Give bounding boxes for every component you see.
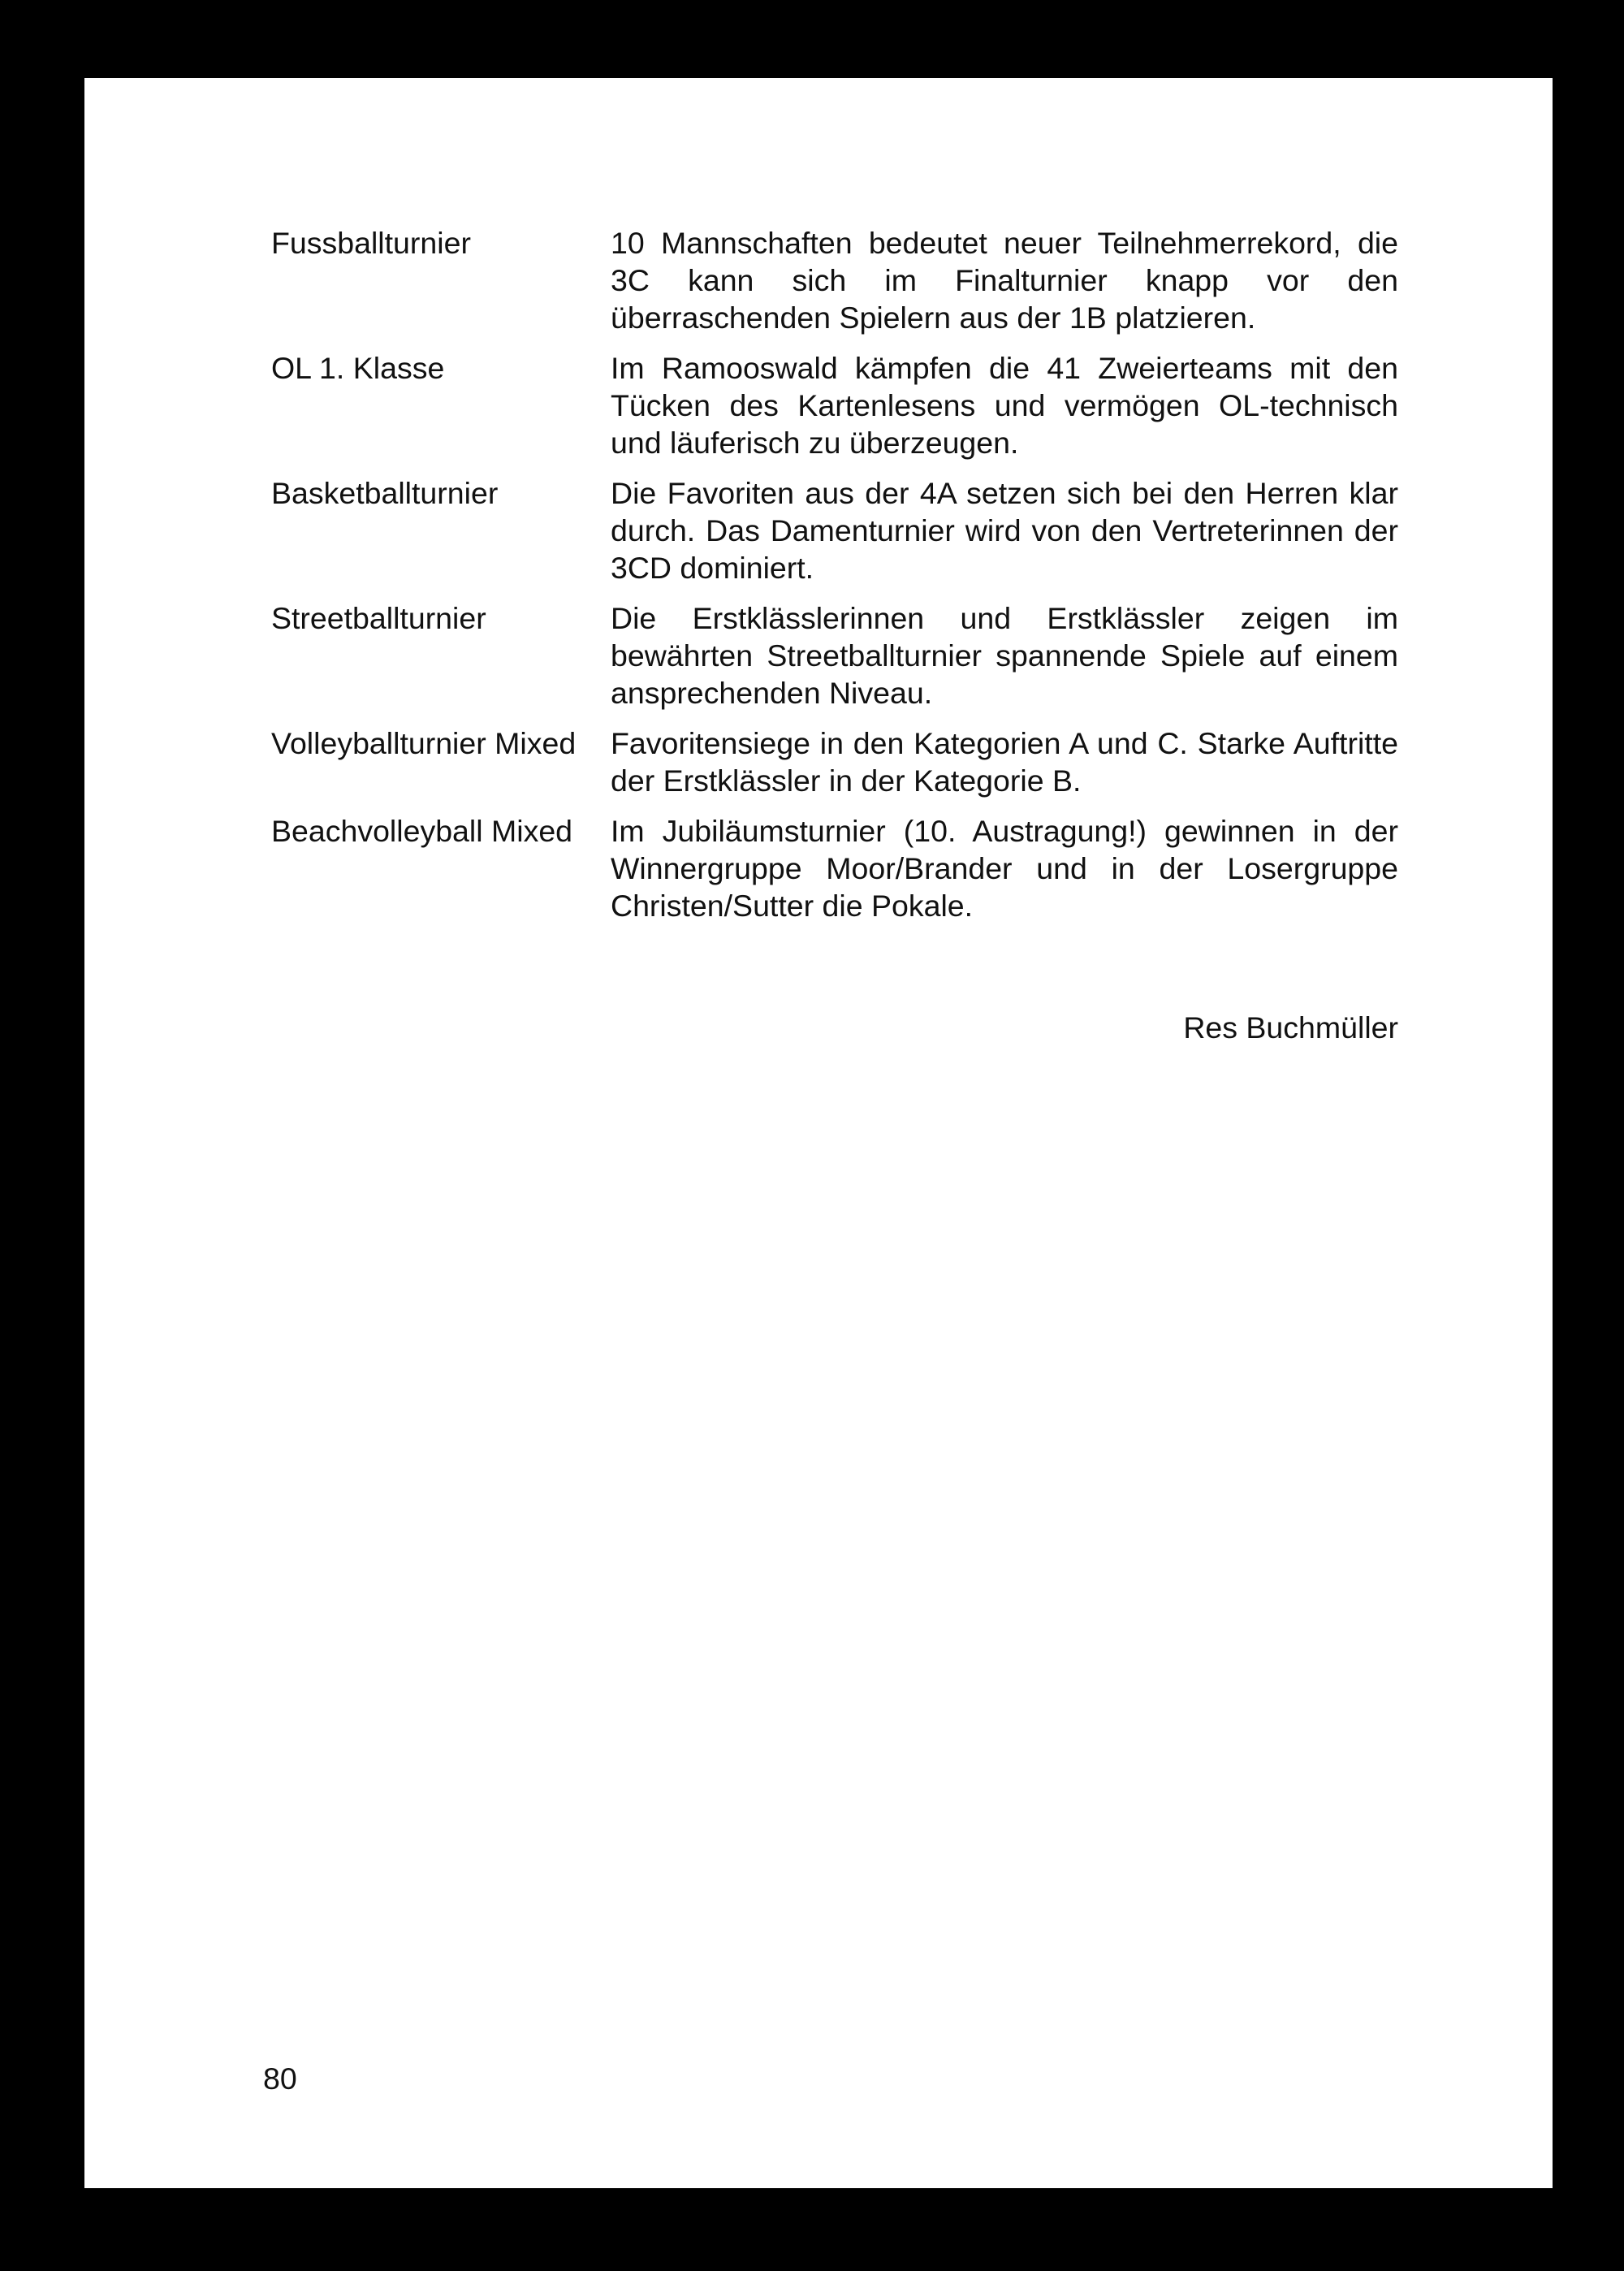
event-entry xyxy=(271,474,1398,586)
event-entry xyxy=(271,812,1398,924)
event-description: Die Erstklässlerinnen und Erstklässler zeigen im bewährten Streetballturnier spannende Spiele auf einem ansprechenden Niveau. xyxy=(611,601,1398,710)
event-label: Basketballturnier xyxy=(271,476,499,510)
author-signature: Res Buchmüller xyxy=(1183,1010,1398,1045)
event-description: Favoritensiege in den Kategorien A und C. Starke Auftritte der Erstklässler in der Kategorie B. xyxy=(611,726,1398,798)
event-list xyxy=(271,224,1398,937)
event-description: Im Ramooswald kämpfen die 41 Zweierteams mit den Tücken des Kartenlesens und vermögen OL-technisch und läuferisch zu überzeugen. xyxy=(611,351,1398,460)
event-entry xyxy=(271,599,1398,712)
event-description: Die Favoriten aus der 4A setzen sich bei den Herren klar durch. Das Damenturnier wird von den Vertreterinnen der 3CD dominiert. xyxy=(611,476,1398,585)
document-page xyxy=(84,78,1553,2188)
event-description: Im Jubiläumsturnier (10. Austragung!) gewinnen in der Winnergruppe Moor/Brander und in der Losergruppe Christen/Sutter die Pokale. xyxy=(611,814,1398,923)
event-label: Fussballturnier xyxy=(271,226,471,260)
event-label: Beachvolleyball Mixed xyxy=(271,814,573,848)
event-label: OL 1. Klasse xyxy=(271,351,445,385)
event-label: Streetballturnier xyxy=(271,601,486,635)
event-label: Volleyballturnier Mixed xyxy=(271,726,577,760)
event-description: 10 Mannschaften bedeutet neuer Teilnehmerrekord, die 3C kann sich im Finalturnier knapp vor den überraschenden Spielern aus der 1B platzieren. xyxy=(611,226,1398,335)
event-entry xyxy=(271,349,1398,461)
event-entry xyxy=(271,224,1398,336)
page-number: 80 xyxy=(263,2061,297,2096)
event-entry xyxy=(271,725,1398,799)
